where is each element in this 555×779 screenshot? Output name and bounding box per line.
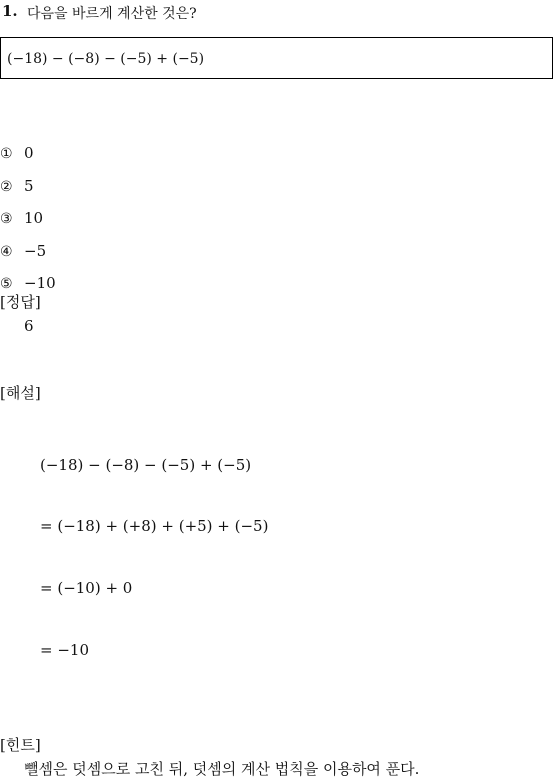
choice-1-mark: ① bbox=[0, 146, 13, 162]
choice-5-value: −10 bbox=[24, 274, 56, 292]
choice-3[interactable] bbox=[0, 209, 43, 227]
choice-2-mark: ② bbox=[0, 179, 13, 195]
choice-5-mark: ⑤ bbox=[0, 276, 13, 292]
choice-4-value: −5 bbox=[24, 242, 47, 260]
explanation-step-2: = (−18) + (+8) + (+5) + (−5) bbox=[40, 517, 269, 535]
explanation-label: [해설] bbox=[0, 384, 41, 402]
choice-1-value: 0 bbox=[24, 144, 34, 162]
answer-value: 6 bbox=[24, 317, 34, 335]
question-number: 1. bbox=[2, 2, 18, 20]
explanation-step-1: (−18) − (−8) − (−5) + (−5) bbox=[40, 456, 252, 474]
choice-3-value: 10 bbox=[24, 209, 44, 227]
expression-box bbox=[0, 37, 553, 79]
choice-4-mark: ④ bbox=[0, 244, 13, 260]
answer-label: [정답] bbox=[0, 293, 41, 311]
choice-3-mark: ③ bbox=[0, 211, 13, 227]
explanation-step-4: = −10 bbox=[40, 641, 89, 659]
choice-1[interactable] bbox=[0, 144, 34, 162]
question-text: 다음을 바르게 계산한 것은? bbox=[27, 6, 197, 22]
expression-text: (−18) − (−8) − (−5) + (−5) bbox=[7, 51, 205, 67]
hint-label: [힌트] bbox=[0, 736, 41, 754]
choice-4[interactable] bbox=[0, 242, 46, 260]
choice-2[interactable] bbox=[0, 177, 34, 195]
choice-2-value: 5 bbox=[24, 177, 34, 195]
choice-5[interactable] bbox=[0, 274, 56, 292]
explanation-step-3: = (−10) + 0 bbox=[40, 579, 133, 597]
hint-text: 뺄셈은 덧셈으로 고친 뒤, 덧셈의 계산 법칙을 이용하여 푼다. bbox=[24, 760, 420, 778]
